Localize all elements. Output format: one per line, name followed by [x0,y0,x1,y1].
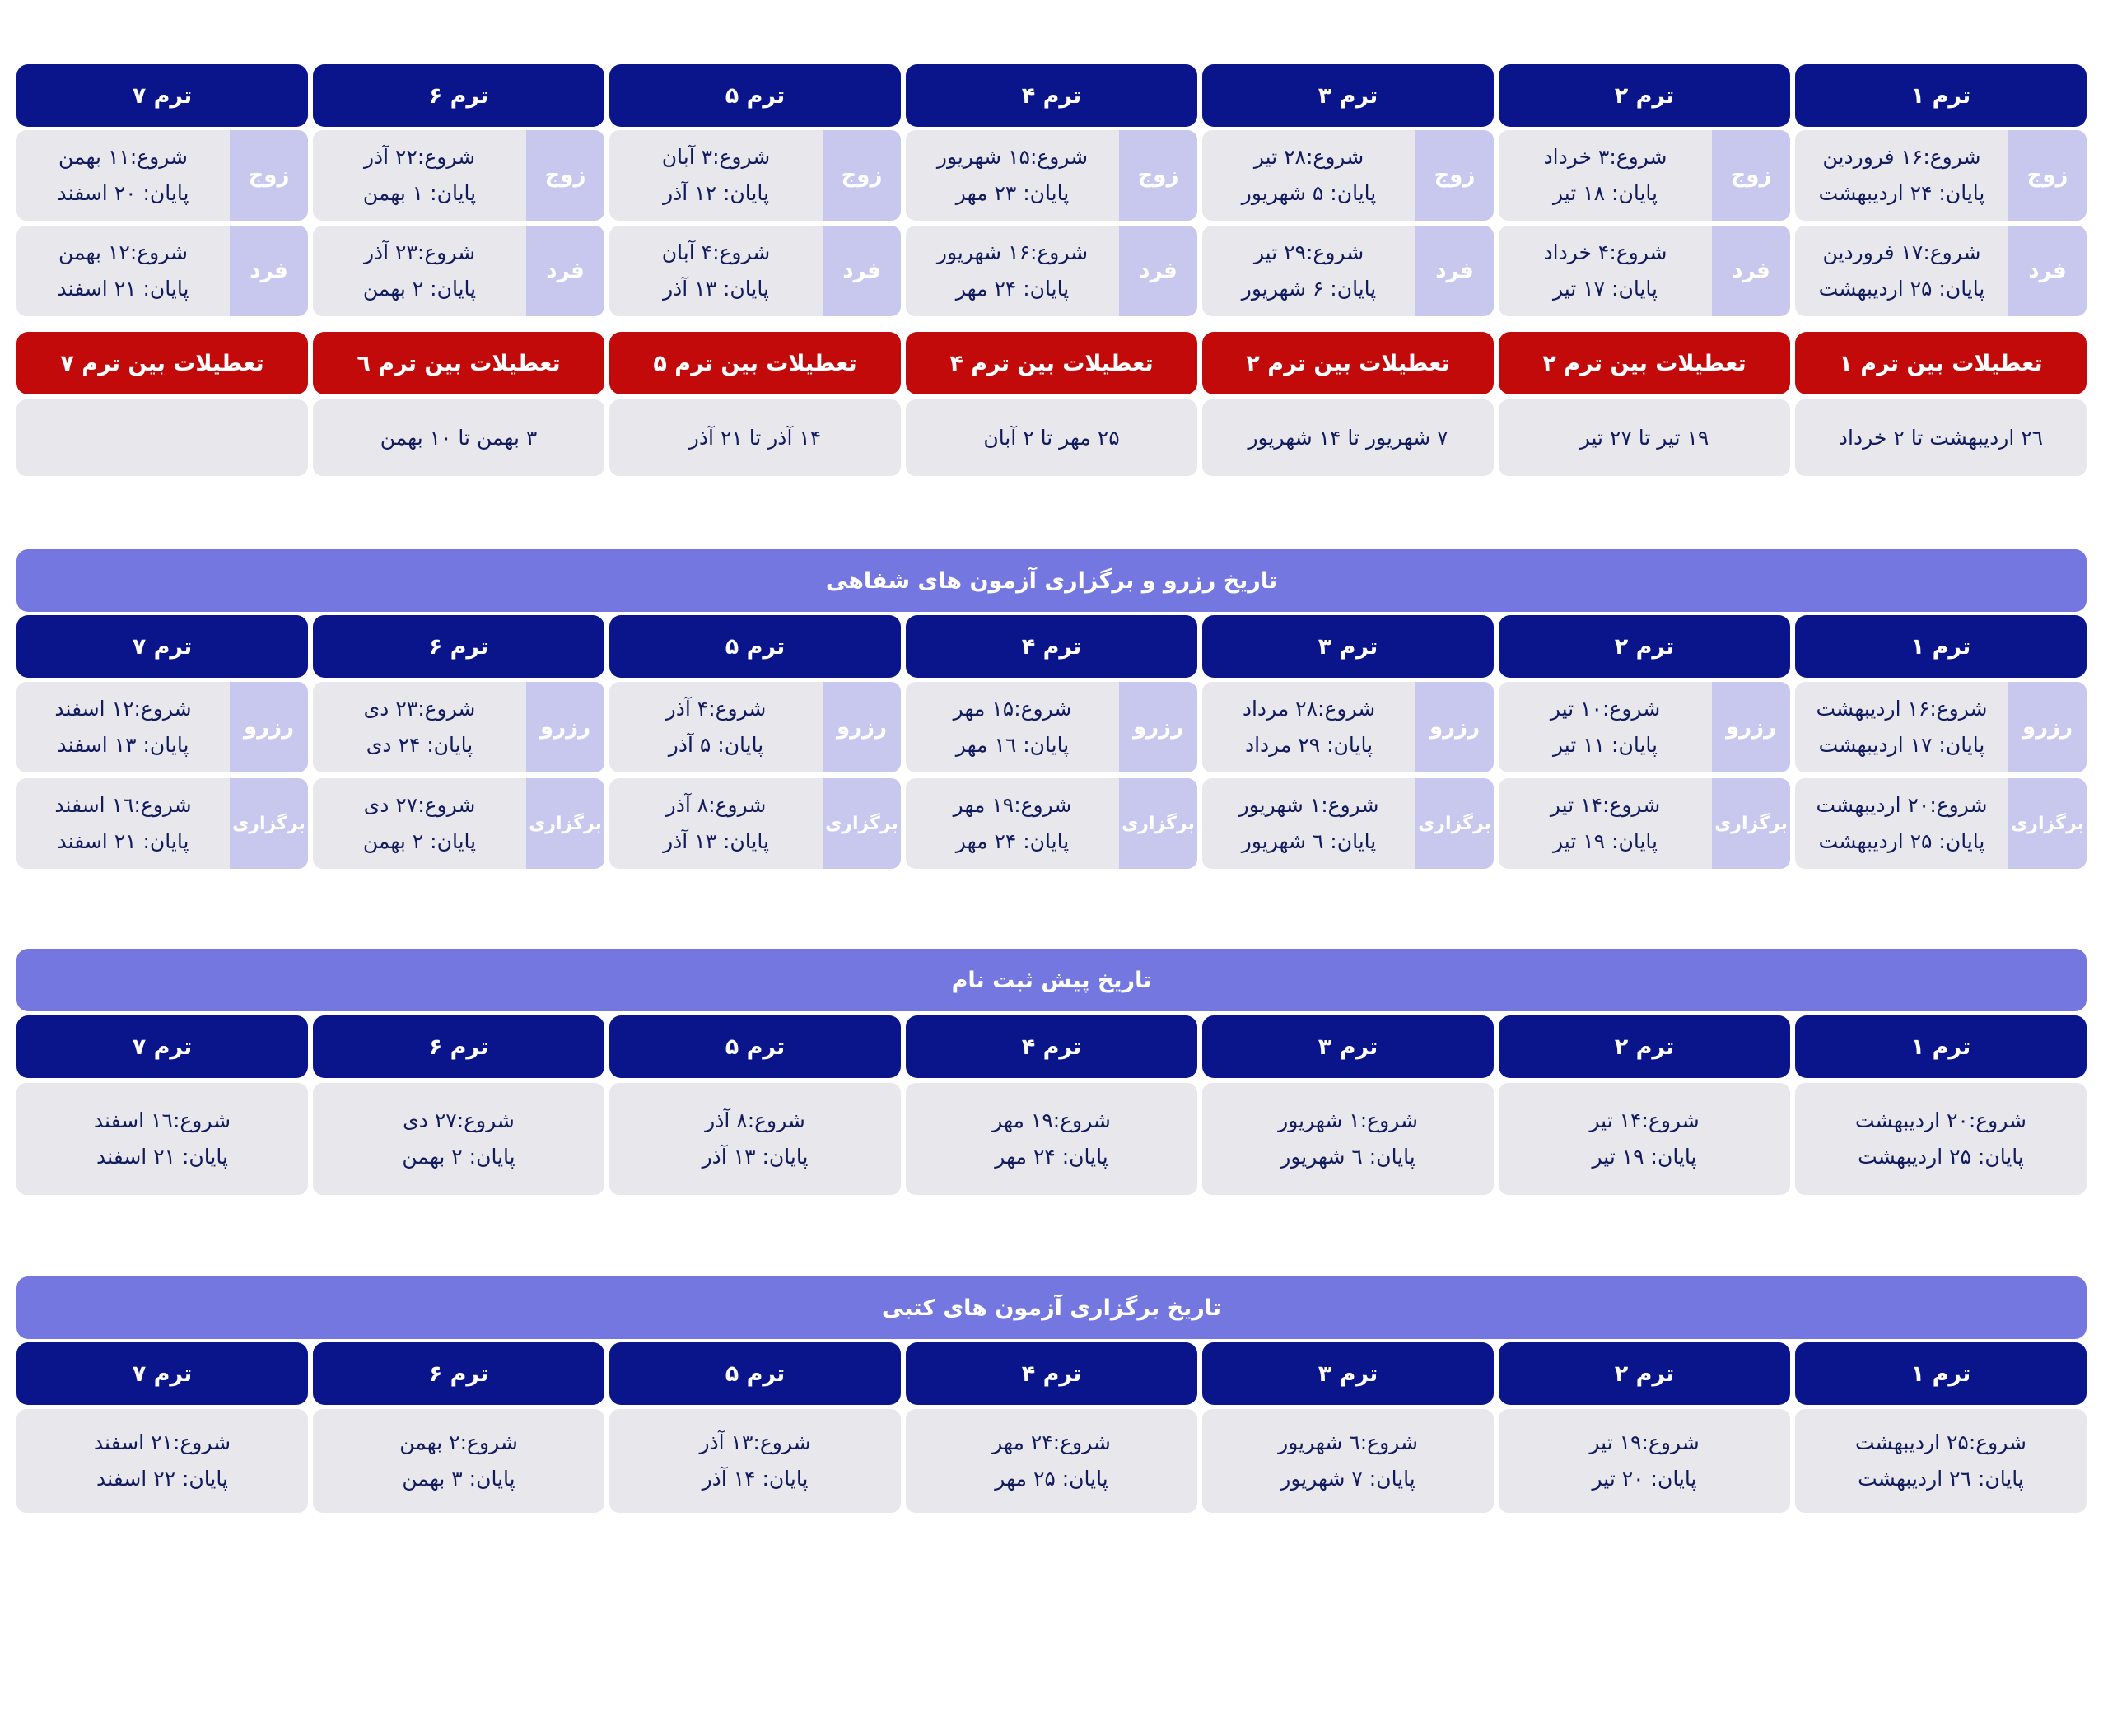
end-date: پایان: ۲۵ اردیبهشت [1858,1145,2024,1169]
start-date: شروع:۱۵ شهریور [936,145,1089,169]
pre-registration-cell [1795,1083,2087,1195]
start-date: شروع:۱۴ تیر [1550,793,1661,817]
holiday-cell [609,399,901,476]
end-date: پایان: ۵ آذر [668,733,764,757]
oral-cell-term-7 [16,778,308,869]
start-date: شروع:۲۰ اردیبهشت [1816,793,1988,817]
start-date: شروع:۲۷ دی [363,793,476,817]
class-cell-term-5 [609,130,901,221]
start-date: شروع:۱ شهریور [1238,793,1379,817]
holiday-cell [1202,399,1494,476]
start-date: شروع:۴ آذر [665,697,767,721]
term-header: ترم ۴ [906,1342,1197,1405]
holiday-cell [906,399,1197,476]
end-date: پایان: ۲۱ اسفند [57,829,189,853]
term-header: ترم ۷ [16,64,308,127]
end-date: پایان: ۱۳ اسفند [57,733,189,757]
holiday-range: ۲۵ مهر تا ۲ آبان [983,426,1120,450]
term-header: ترم ۲ [1499,64,1790,127]
oral-exams-title: تاریخ رزرو و برگزاری آزمون های شفاهی [16,549,2087,612]
start-date: شروع:۲۳ آذر [363,240,476,264]
holiday-range: ۲٦ اردیبهشت تا ۲ خرداد [1838,426,2044,450]
term-header: ترم ۳ [1202,64,1494,127]
class-cell-term-6 [313,226,604,316]
holiday-header: تعطیلات بین ترم ۲ [1499,332,1790,394]
end-date: پایان: ۱٦ مهر [955,733,1070,757]
oral-cell-term-4 [906,682,1197,772]
term-header: ترم ۲ [1499,1015,1790,1078]
class-cell-term-6 [313,130,604,221]
end-date: پایان: ۲۴ مهر [955,829,1070,853]
start-date: شروع:۸ آذر [665,793,767,817]
holiday-range: ۱۴ آذر تا ۲۱ آذر [688,426,822,450]
holiday-cell [1795,399,2087,476]
row-label: برگزاری [1415,778,1494,869]
term-header: ترم ۵ [609,1342,901,1405]
start-date: شروع:۳ خرداد [1543,145,1667,169]
row-label: رزرو [230,682,308,772]
oral-cell-term-2 [1499,682,1790,772]
written-exam-cell [313,1409,604,1513]
term-header: ترم ۱ [1795,1342,2087,1405]
start-date: شروع:۲۸ تیر [1253,145,1364,169]
written-exam-cell [609,1409,901,1513]
start-date: شروع:۴ آبان [661,240,771,264]
start-date: شروع:۲۷ دی [403,1108,515,1132]
end-date: پایان: ۱۹ تیر [1592,1145,1697,1169]
start-date: شروع:۲ بهمن [399,1430,518,1454]
start-date: شروع:۸ آذر [705,1108,805,1132]
start-date: شروع:٦ شهریور [1278,1430,1418,1454]
start-date: شروع:۲۸ مرداد [1242,697,1376,721]
holiday-cell [16,399,308,476]
class-cell-term-3 [1202,130,1494,221]
holiday-header: تعطیلات بین ترم ٦ [313,332,604,394]
written-exams-row [16,1409,2087,1513]
term-header: ترم ۵ [609,1015,901,1078]
term-header: ترم ۷ [16,1015,308,1078]
class-cell-term-2 [1499,226,1790,316]
start-date: شروع:۱۹ تیر [1589,1430,1700,1454]
term-header: ترم ۶ [313,1015,604,1078]
start-date: شروع:۴ خرداد [1543,240,1667,264]
end-date: پایان: ۲۴ مهر [955,277,1070,301]
holiday-header: تعطیلات بین ترم ۱ [1795,332,2087,394]
start-date: شروع:۱۶ اردیبهشت [1816,697,1988,721]
holiday-range: ۷ شهریور تا ۱۴ شهریور [1248,426,1448,450]
pre-registration-cell [1499,1083,1790,1195]
row-label: رزرو [823,682,901,772]
pre-registration-row [16,1083,2087,1195]
end-date: پایان: ۵ شهریور [1241,181,1377,205]
oral-cell-term-1 [1795,778,2087,869]
row-label: رزرو [1415,682,1494,772]
holiday-header: تعطیلات بین ترم ۲ [1202,332,1494,394]
start-date: شروع:۳ آبان [661,145,771,169]
holding-row [16,778,2087,869]
row-label: برگزاری [526,778,604,869]
written-exam-cell [16,1409,308,1513]
oral-cell-term-6 [313,682,604,772]
oral-cell-term-5 [609,682,901,772]
end-date: پایان: ۲۴ مهر [995,1145,1108,1169]
end-date: پایان: ۱۲ آذر [663,181,769,205]
term-header-row [16,1342,2087,1405]
end-date: پایان: ۲ بهمن [362,277,477,301]
end-date: پایان: ۱۴ آذر [702,1467,809,1491]
start-date: شروع:۲۹ تیر [1253,240,1364,264]
written-exams-title: تاریخ برگزاری آزمون های کتبی [16,1276,2087,1339]
end-date: پایان: ۱۳ آذر [702,1145,809,1169]
start-date: شروع:۱٦ اسفند [93,1108,231,1132]
oral-cell-term-5 [609,778,901,869]
end-date: پایان: ۲۹ مرداد [1244,733,1373,757]
end-date: پایان: ٦ شهریور [1241,829,1377,853]
start-date: شروع:۱۹ مهر [953,793,1072,817]
holiday-range: ۱۹ تیر تا ۲۷ تیر [1579,426,1709,450]
term-header: ترم ۴ [906,64,1197,127]
row-label: برگزاری [2008,778,2087,869]
term-header: ترم ۶ [313,615,604,678]
term-header: ترم ۶ [313,64,604,127]
end-date: پایان: ۲۵ مهر [995,1467,1108,1491]
row-label: برگزاری [230,778,308,869]
oral-cell-term-2 [1499,778,1790,869]
end-date: پایان: ۱۳ آذر [663,829,769,853]
end-date: پایان: ۲۱ اسفند [96,1145,228,1169]
end-date: پایان: ۲۵ اردیبهشت [1818,829,1985,853]
row-label: رزرو [2008,682,2087,772]
holiday-cell [1499,399,1790,476]
end-date: پایان: ۱ بهمن [362,181,477,205]
class-cell-term-3 [1202,226,1494,316]
end-date: پایان: ۲ بهمن [402,1145,515,1169]
term-header-row [16,1015,2087,1078]
term-header: ترم ۷ [16,615,308,678]
start-date: شروع:۱۰ تیر [1550,697,1661,721]
oral-cell-term-4 [906,778,1197,869]
start-date: شروع:۱۷ فروردین [1822,240,1981,264]
oral-cell-term-1 [1795,682,2087,772]
row-label: زوج [526,130,604,221]
start-date: شروع:۲۵ اردیبهشت [1855,1430,2026,1454]
row-label: رزرو [1119,682,1197,772]
end-date: پایان: ۱۷ تیر [1553,277,1658,301]
row-label: زوج [823,130,901,221]
start-date: شروع:۲۰ اردیبهشت [1855,1108,2026,1132]
term-header: ترم ۵ [609,615,901,678]
pre-registration-cell [313,1083,604,1195]
start-date: شروع:۱۵ مهر [953,697,1072,721]
odd-days-row [16,226,2087,316]
written-exam-cell [1499,1409,1790,1513]
term-header: ترم ۲ [1499,1342,1790,1405]
end-date: پایان: ۶ شهریور [1241,277,1377,301]
pre-registration-cell [906,1083,1197,1195]
row-label: زوج [1712,130,1790,221]
term-header-row [16,615,2087,678]
row-label: زوج [1415,130,1494,221]
oral-cell-term-7 [16,682,308,772]
end-date: پایان: ۲ بهمن [362,829,477,853]
end-date: پایان: ۲٦ اردیبهشت [1858,1467,2024,1491]
start-date: شروع:۱۲ بهمن [58,240,188,264]
term-header: ترم ۷ [16,1342,308,1405]
row-label: فرد [1119,226,1197,316]
start-date: شروع:۱۴ تیر [1589,1108,1700,1132]
start-date: شروع:۲۱ اسفند [93,1430,231,1454]
oral-cell-term-3 [1202,682,1494,772]
row-label: برگزاری [1119,778,1197,869]
start-date: شروع:۱۶ فروردین [1822,145,1981,169]
end-date: پایان: ٦ شهریور [1280,1145,1415,1169]
end-date: پایان: ۲۴ دی [366,733,473,757]
class-cell-term-7 [16,226,308,316]
class-cell-term-1 [1795,130,2087,221]
class-cell-term-2 [1499,130,1790,221]
end-date: پایان: ۳ بهمن [402,1467,515,1491]
pre-registration-cell [1202,1083,1494,1195]
row-label: فرد [526,226,604,316]
row-label: فرد [2008,226,2087,316]
written-exam-cell [1795,1409,2087,1513]
row-label: فرد [1415,226,1494,316]
holiday-cell [313,399,604,476]
term-header: ترم ۱ [1795,1015,2087,1078]
pre-registration-cell [609,1083,901,1195]
term-header: ترم ۶ [313,1342,604,1405]
row-label: زوج [1119,130,1197,221]
holiday-header: تعطیلات بین ترم ۵ [609,332,901,394]
row-label: رزرو [1712,682,1790,772]
start-date: شروع:۱۲ اسفند [54,697,192,721]
term-header: ترم ۱ [1795,64,2087,127]
row-label: فرد [823,226,901,316]
holiday-header: تعطیلات بین ترم ۴ [906,332,1197,394]
end-date: پایان: ۱۳ آذر [663,277,769,301]
term-header: ترم ۲ [1499,615,1790,678]
start-date: شروع:۱۶ شهریور [936,240,1089,264]
holiday-header: تعطیلات بین ترم ۷ [16,332,308,394]
row-label: برگزاری [1712,778,1790,869]
end-date: پایان: ۱۹ تیر [1553,829,1658,853]
start-date: شروع:۱٦ اسفند [54,793,192,817]
start-date: شروع:۱۳ آذر [699,1430,811,1454]
row-label: زوج [230,130,308,221]
even-days-row [16,130,2087,221]
start-date: شروع:۱۹ مهر [992,1108,1111,1132]
start-date: شروع:۱ شهریور [1278,1108,1418,1132]
written-exam-cell [906,1409,1197,1513]
term-header-row [16,64,2087,127]
row-label: فرد [1712,226,1790,316]
reservation-row [16,682,2087,772]
row-label: فرد [230,226,308,316]
end-date: پایان: ۲۰ تیر [1592,1467,1697,1491]
class-cell-term-7 [16,130,308,221]
row-label: رزرو [526,682,604,772]
start-date: شروع:۲۳ دی [363,697,476,721]
holiday-value-row [16,399,2087,476]
row-label: زوج [2008,130,2087,221]
start-date: شروع:۲۲ آذر [363,145,476,169]
oral-cell-term-6 [313,778,604,869]
end-date: پایان: ۲۲ اسفند [96,1467,228,1491]
end-date: پایان: ۷ شهریور [1280,1467,1415,1491]
pre-registration-title: تاریخ پیش ثبت نام [16,949,2087,1011]
end-date: پایان: ۱۷ اردیبهشت [1818,733,1985,757]
class-cell-term-4 [906,130,1197,221]
end-date: پایان: ۱۸ تیر [1553,181,1658,205]
term-header: ترم ۳ [1202,1015,1494,1078]
term-header: ترم ۳ [1202,615,1494,678]
pre-registration-cell [16,1083,308,1195]
term-header: ترم ۳ [1202,1342,1494,1405]
term-header: ترم ۵ [609,64,901,127]
term-header: ترم ۴ [906,1015,1197,1078]
end-date: پایان: ۲۰ اسفند [57,181,189,205]
class-cell-term-1 [1795,226,2087,316]
end-date: پایان: ۲۳ مهر [955,181,1070,205]
end-date: پایان: ۲۵ اردیبهشت [1818,277,1985,301]
row-label: برگزاری [823,778,901,869]
end-date: پایان: ۱۱ تیر [1553,733,1658,757]
term-header: ترم ۴ [906,615,1197,678]
start-date: شروع:۲۴ مهر [992,1430,1111,1454]
end-date: پایان: ۲۴ اردیبهشت [1818,181,1985,205]
end-date: پایان: ۲۱ اسفند [57,277,189,301]
holiday-header-row [16,332,2087,394]
oral-cell-term-3 [1202,778,1494,869]
holiday-range: ۳ بهمن تا ۱۰ بهمن [380,426,538,450]
term-header: ترم ۱ [1795,615,2087,678]
written-exam-cell [1202,1409,1494,1513]
class-cell-term-5 [609,226,901,316]
start-date: شروع:۱۱ بهمن [58,145,188,169]
class-cell-term-4 [906,226,1197,316]
